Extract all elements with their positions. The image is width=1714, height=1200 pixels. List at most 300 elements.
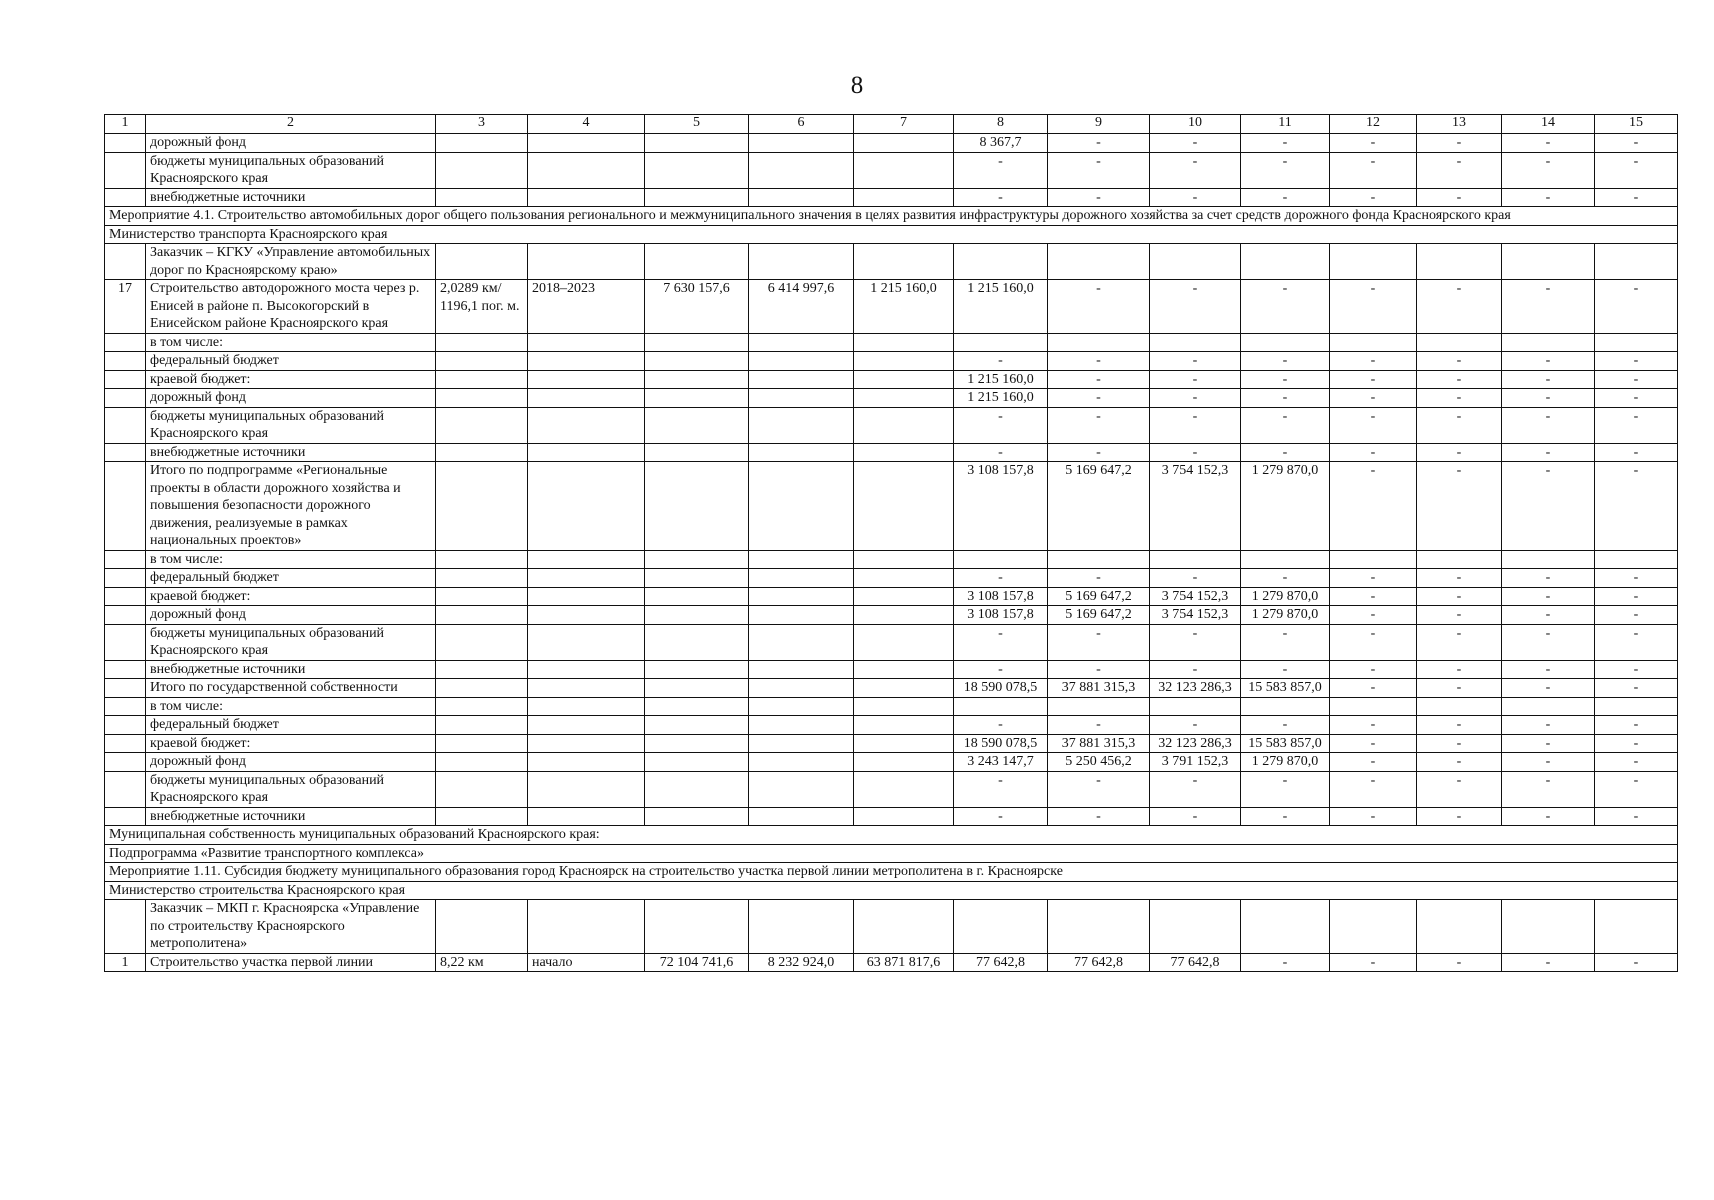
amount-cell: [749, 389, 854, 408]
amount-cell: -: [1502, 716, 1595, 735]
amount-cell: [1241, 333, 1330, 352]
amount-cell: -: [1502, 443, 1595, 462]
parameter-cell: [528, 370, 645, 389]
amount-cell: 1 215 160,0: [954, 389, 1048, 408]
parameter-cell: [528, 679, 645, 698]
parameter-cell: [436, 134, 528, 153]
amount-cell: [1150, 244, 1241, 280]
parameter-cell: [436, 660, 528, 679]
amount-cell: [1417, 550, 1502, 569]
amount-cell: -: [1417, 370, 1502, 389]
column-number-cell: 13: [1417, 115, 1502, 134]
amount-cell: -: [1502, 660, 1595, 679]
item-name-cell: краевой бюджет:: [146, 370, 436, 389]
amount-cell: -: [1595, 953, 1678, 972]
item-name-cell: внебюджетные источники: [146, 660, 436, 679]
amount-cell: -: [954, 352, 1048, 371]
row-number-cell: [105, 606, 146, 625]
table-row: [105, 333, 1678, 352]
amount-cell: 6 414 997,6: [749, 280, 854, 334]
parameter-cell: [528, 900, 645, 954]
column-number-cell: 10: [1150, 115, 1241, 134]
row-number-cell: [105, 624, 146, 660]
amount-cell: -: [1330, 679, 1417, 698]
amount-cell: 1 215 160,0: [854, 280, 954, 334]
amount-cell: [749, 244, 854, 280]
amount-cell: 1 279 870,0: [1241, 587, 1330, 606]
amount-cell: -: [1595, 280, 1678, 334]
amount-cell: [854, 697, 954, 716]
section-heading: Мероприятие 1.11. Субсидия бюджету муниципального образования город Красноярск на строительство участка первой линии метрополитена в г. Красноярске: [105, 863, 1678, 882]
amount-cell: [749, 734, 854, 753]
amount-cell: -: [1241, 716, 1330, 735]
amount-cell: -: [1417, 462, 1502, 551]
amount-cell: [854, 333, 954, 352]
amount-cell: [854, 550, 954, 569]
amount-cell: [1502, 900, 1595, 954]
amount-cell: -: [1330, 771, 1417, 807]
amount-cell: [645, 587, 749, 606]
amount-cell: [854, 370, 954, 389]
amount-cell: -: [1330, 152, 1417, 188]
amount-cell: -: [954, 407, 1048, 443]
amount-cell: [1595, 244, 1678, 280]
column-number-cell: 1: [105, 115, 146, 134]
amount-cell: [1241, 900, 1330, 954]
amount-cell: -: [1595, 716, 1678, 735]
amount-cell: -: [1595, 370, 1678, 389]
parameter-cell: [528, 587, 645, 606]
amount-cell: -: [1330, 753, 1417, 772]
parameter-cell: [436, 624, 528, 660]
parameter-cell: [528, 550, 645, 569]
amount-cell: -: [1048, 389, 1150, 408]
amount-cell: [1048, 900, 1150, 954]
table-row: [105, 462, 1678, 551]
item-name-cell: в том числе:: [146, 550, 436, 569]
row-number-cell: [105, 333, 146, 352]
table-row: [105, 807, 1678, 826]
parameter-cell: [528, 389, 645, 408]
table-row: [105, 352, 1678, 371]
amount-cell: [1502, 697, 1595, 716]
table-row: [105, 152, 1678, 188]
amount-cell: [954, 244, 1048, 280]
amount-cell: -: [1502, 953, 1595, 972]
amount-cell: [749, 569, 854, 588]
amount-cell: -: [1241, 771, 1330, 807]
amount-cell: -: [1502, 753, 1595, 772]
amount-cell: -: [1048, 771, 1150, 807]
amount-cell: -: [954, 807, 1048, 826]
amount-cell: [854, 807, 954, 826]
row-number-cell: [105, 587, 146, 606]
amount-cell: [749, 443, 854, 462]
row-number-cell: [105, 550, 146, 569]
amount-cell: -: [1502, 734, 1595, 753]
amount-cell: 1 279 870,0: [1241, 606, 1330, 625]
item-name-cell: дорожный фонд: [146, 753, 436, 772]
amount-cell: [645, 152, 749, 188]
parameter-cell: [528, 734, 645, 753]
amount-cell: [749, 550, 854, 569]
row-number-cell: [105, 152, 146, 188]
amount-cell: -: [1150, 370, 1241, 389]
item-name-cell: бюджеты муниципальных образований Красноярского края: [146, 771, 436, 807]
amount-cell: -: [1595, 753, 1678, 772]
parameter-cell: [528, 352, 645, 371]
row-number-cell: [105, 569, 146, 588]
column-number-header: [105, 115, 1678, 134]
amount-cell: 1 215 160,0: [954, 280, 1048, 334]
row-number-cell: [105, 679, 146, 698]
item-name-cell: бюджеты муниципальных образований Красноярского края: [146, 407, 436, 443]
amount-cell: [854, 679, 954, 698]
amount-cell: [749, 900, 854, 954]
amount-cell: -: [1330, 352, 1417, 371]
parameter-cell: [528, 697, 645, 716]
amount-cell: -: [1502, 807, 1595, 826]
amount-cell: 77 642,8: [1150, 953, 1241, 972]
amount-cell: [645, 188, 749, 207]
amount-cell: -: [954, 716, 1048, 735]
amount-cell: 8 367,7: [954, 134, 1048, 153]
item-name-cell: федеральный бюджет: [146, 569, 436, 588]
parameter-cell: [436, 569, 528, 588]
amount-cell: [645, 462, 749, 551]
amount-cell: [854, 660, 954, 679]
amount-cell: 77 642,8: [954, 953, 1048, 972]
table-row: [105, 624, 1678, 660]
amount-cell: [1595, 550, 1678, 569]
parameter-cell: [528, 624, 645, 660]
amount-cell: [854, 134, 954, 153]
amount-cell: [749, 587, 854, 606]
row-number-cell: [105, 188, 146, 207]
column-number-cell: 3: [436, 115, 528, 134]
amount-cell: -: [1330, 462, 1417, 551]
amount-cell: -: [1417, 389, 1502, 408]
item-name-cell: краевой бюджет:: [146, 734, 436, 753]
amount-cell: -: [954, 188, 1048, 207]
amount-cell: -: [1502, 389, 1595, 408]
row-number-cell: 17: [105, 280, 146, 334]
table-row: [105, 587, 1678, 606]
amount-cell: -: [1150, 352, 1241, 371]
table-row: [105, 134, 1678, 153]
amount-cell: -: [1330, 443, 1417, 462]
amount-cell: [749, 771, 854, 807]
amount-cell: -: [1330, 716, 1417, 735]
amount-cell: -: [1417, 134, 1502, 153]
amount-cell: -: [1330, 807, 1417, 826]
item-name-cell: бюджеты муниципальных образований Красноярского края: [146, 152, 436, 188]
amount-cell: [1048, 244, 1150, 280]
parameter-cell: [436, 407, 528, 443]
amount-cell: -: [1048, 624, 1150, 660]
amount-cell: -: [1417, 624, 1502, 660]
item-name-cell: в том числе:: [146, 697, 436, 716]
section-heading-row: [105, 225, 1678, 244]
column-number-cell: 6: [749, 115, 854, 134]
amount-cell: -: [1417, 734, 1502, 753]
amount-cell: [854, 407, 954, 443]
amount-cell: -: [1241, 624, 1330, 660]
amount-cell: -: [1417, 280, 1502, 334]
amount-cell: -: [1502, 152, 1595, 188]
amount-cell: -: [1595, 389, 1678, 408]
amount-cell: -: [1048, 152, 1150, 188]
parameter-cell: [528, 771, 645, 807]
amount-cell: [1330, 900, 1417, 954]
table-row: [105, 660, 1678, 679]
amount-cell: -: [954, 152, 1048, 188]
amount-cell: 37 881 315,3: [1048, 734, 1150, 753]
amount-cell: [854, 587, 954, 606]
amount-cell: [749, 679, 854, 698]
amount-cell: -: [1150, 771, 1241, 807]
amount-cell: [645, 679, 749, 698]
section-heading: Министерство строительства Красноярского края: [105, 881, 1678, 900]
amount-cell: 3 243 147,7: [954, 753, 1048, 772]
amount-cell: -: [1048, 370, 1150, 389]
amount-cell: -: [954, 569, 1048, 588]
page-number: 8: [850, 72, 864, 99]
amount-cell: -: [1502, 569, 1595, 588]
amount-cell: -: [1048, 716, 1150, 735]
amount-cell: [1330, 244, 1417, 280]
parameter-cell: [528, 606, 645, 625]
parameter-cell: [436, 462, 528, 551]
table-row: [105, 734, 1678, 753]
parameter-cell: [436, 443, 528, 462]
amount-cell: [854, 352, 954, 371]
table-row: [105, 716, 1678, 735]
item-name-cell: Заказчик – КГКУ «Управление автомобильных дорог по Красноярскому краю»: [146, 244, 436, 280]
column-number-cell: 7: [854, 115, 954, 134]
amount-cell: [645, 569, 749, 588]
row-number-cell: [105, 753, 146, 772]
amount-cell: -: [1241, 389, 1330, 408]
amount-cell: 15 583 857,0: [1241, 734, 1330, 753]
row-number-cell: [105, 807, 146, 826]
amount-cell: -: [1595, 188, 1678, 207]
amount-cell: -: [1048, 134, 1150, 153]
amount-cell: -: [1595, 407, 1678, 443]
amount-cell: -: [1048, 352, 1150, 371]
parameter-cell: [436, 900, 528, 954]
amount-cell: 5 250 456,2: [1048, 753, 1150, 772]
section-heading: Министерство транспорта Красноярского края: [105, 225, 1678, 244]
table-row: [105, 244, 1678, 280]
amount-cell: [1595, 333, 1678, 352]
amount-cell: -: [1595, 660, 1678, 679]
amount-cell: [1241, 697, 1330, 716]
amount-cell: [854, 462, 954, 551]
parameter-cell: [528, 134, 645, 153]
amount-cell: -: [1330, 370, 1417, 389]
amount-cell: -: [1595, 587, 1678, 606]
table-row: [105, 606, 1678, 625]
amount-cell: -: [1241, 152, 1330, 188]
amount-cell: -: [1330, 660, 1417, 679]
amount-cell: -: [1417, 953, 1502, 972]
amount-cell: [854, 443, 954, 462]
amount-cell: [749, 134, 854, 153]
row-number-cell: [105, 352, 146, 371]
amount-cell: [954, 900, 1048, 954]
amount-cell: [645, 352, 749, 371]
amount-cell: -: [1150, 569, 1241, 588]
amount-cell: -: [1150, 389, 1241, 408]
amount-cell: -: [1150, 716, 1241, 735]
amount-cell: -: [1502, 370, 1595, 389]
amount-cell: [1048, 333, 1150, 352]
amount-cell: [854, 716, 954, 735]
item-name-cell: дорожный фонд: [146, 134, 436, 153]
amount-cell: [749, 807, 854, 826]
amount-cell: [645, 134, 749, 153]
parameter-cell: [528, 443, 645, 462]
amount-cell: [954, 333, 1048, 352]
amount-cell: -: [1595, 152, 1678, 188]
amount-cell: 1 279 870,0: [1241, 753, 1330, 772]
amount-cell: -: [1417, 587, 1502, 606]
amount-cell: -: [954, 771, 1048, 807]
parameter-cell: [436, 753, 528, 772]
amount-cell: [645, 333, 749, 352]
table-row: [105, 389, 1678, 408]
parameter-cell: [528, 660, 645, 679]
parameter-cell: [436, 606, 528, 625]
parameter-cell: 8,22 км: [436, 953, 528, 972]
amount-cell: [645, 697, 749, 716]
section-heading-row: [105, 881, 1678, 900]
budget-table: [104, 114, 1678, 972]
item-name-cell: Строительство автодорожного моста через р. Енисей в районе п. Высокогорский в Енисейском районе Красноярского края: [146, 280, 436, 334]
amount-cell: -: [1417, 660, 1502, 679]
column-number-cell: 8: [954, 115, 1048, 134]
amount-cell: -: [1241, 407, 1330, 443]
column-number-cell: 4: [528, 115, 645, 134]
amount-cell: -: [1330, 134, 1417, 153]
amount-cell: [645, 550, 749, 569]
item-name-cell: в том числе:: [146, 333, 436, 352]
amount-cell: 5 169 647,2: [1048, 587, 1150, 606]
amount-cell: [1595, 697, 1678, 716]
amount-cell: [645, 771, 749, 807]
parameter-cell: [436, 370, 528, 389]
amount-cell: [1241, 244, 1330, 280]
amount-cell: [954, 697, 1048, 716]
amount-cell: -: [1150, 152, 1241, 188]
amount-cell: [854, 606, 954, 625]
parameter-cell: [436, 771, 528, 807]
amount-cell: -: [954, 443, 1048, 462]
amount-cell: 37 881 315,3: [1048, 679, 1150, 698]
table-row: [105, 550, 1678, 569]
amount-cell: -: [1241, 660, 1330, 679]
amount-cell: -: [1330, 606, 1417, 625]
amount-cell: [854, 244, 954, 280]
amount-cell: -: [1241, 569, 1330, 588]
amount-cell: -: [1241, 188, 1330, 207]
amount-cell: [645, 716, 749, 735]
amount-cell: -: [1048, 569, 1150, 588]
amount-cell: -: [1417, 807, 1502, 826]
item-name-cell: Заказчик – МКП г. Красноярска «Управление по строительству Красноярского метрополитена»: [146, 900, 436, 954]
amount-cell: -: [1048, 443, 1150, 462]
section-heading-row: [105, 844, 1678, 863]
parameter-cell: [528, 462, 645, 551]
table-row: [105, 900, 1678, 954]
row-number-cell: [105, 771, 146, 807]
amount-cell: -: [1150, 134, 1241, 153]
row-number-cell: [105, 716, 146, 735]
amount-cell: 3 108 157,8: [954, 462, 1048, 551]
amount-cell: [1330, 550, 1417, 569]
parameter-cell: [528, 807, 645, 826]
amount-cell: -: [1595, 734, 1678, 753]
amount-cell: -: [1241, 352, 1330, 371]
amount-cell: -: [1241, 807, 1330, 826]
amount-cell: 77 642,8: [1048, 953, 1150, 972]
amount-cell: [749, 697, 854, 716]
table-row: [105, 370, 1678, 389]
amount-cell: -: [1417, 771, 1502, 807]
item-name-cell: дорожный фонд: [146, 389, 436, 408]
amount-cell: 3 754 152,3: [1150, 462, 1241, 551]
amount-cell: -: [1150, 280, 1241, 334]
amount-cell: -: [1502, 771, 1595, 807]
amount-cell: [645, 624, 749, 660]
amount-cell: 32 123 286,3: [1150, 679, 1241, 698]
row-number-cell: [105, 443, 146, 462]
amount-cell: -: [1048, 407, 1150, 443]
parameter-cell: [528, 407, 645, 443]
row-number-cell: [105, 370, 146, 389]
amount-cell: [1048, 697, 1150, 716]
amount-cell: -: [1595, 462, 1678, 551]
amount-cell: [749, 352, 854, 371]
amount-cell: [645, 660, 749, 679]
amount-cell: [954, 550, 1048, 569]
amount-cell: 18 590 078,5: [954, 734, 1048, 753]
amount-cell: -: [1502, 352, 1595, 371]
amount-cell: [645, 753, 749, 772]
amount-cell: [1502, 550, 1595, 569]
amount-cell: [854, 734, 954, 753]
amount-cell: 3 754 152,3: [1150, 606, 1241, 625]
amount-cell: -: [1330, 587, 1417, 606]
parameter-cell: [436, 807, 528, 826]
parameter-cell: 2018–2023: [528, 280, 645, 334]
parameter-cell: [436, 587, 528, 606]
parameter-cell: [528, 716, 645, 735]
amount-cell: [645, 807, 749, 826]
table-row: [105, 188, 1678, 207]
column-number-cell: 2: [146, 115, 436, 134]
amount-cell: [1417, 697, 1502, 716]
amount-cell: -: [1417, 753, 1502, 772]
column-number-cell: 9: [1048, 115, 1150, 134]
amount-cell: -: [1330, 953, 1417, 972]
amount-cell: [1150, 900, 1241, 954]
amount-cell: [854, 152, 954, 188]
amount-cell: [645, 734, 749, 753]
amount-cell: [1241, 550, 1330, 569]
table-row: [105, 679, 1678, 698]
